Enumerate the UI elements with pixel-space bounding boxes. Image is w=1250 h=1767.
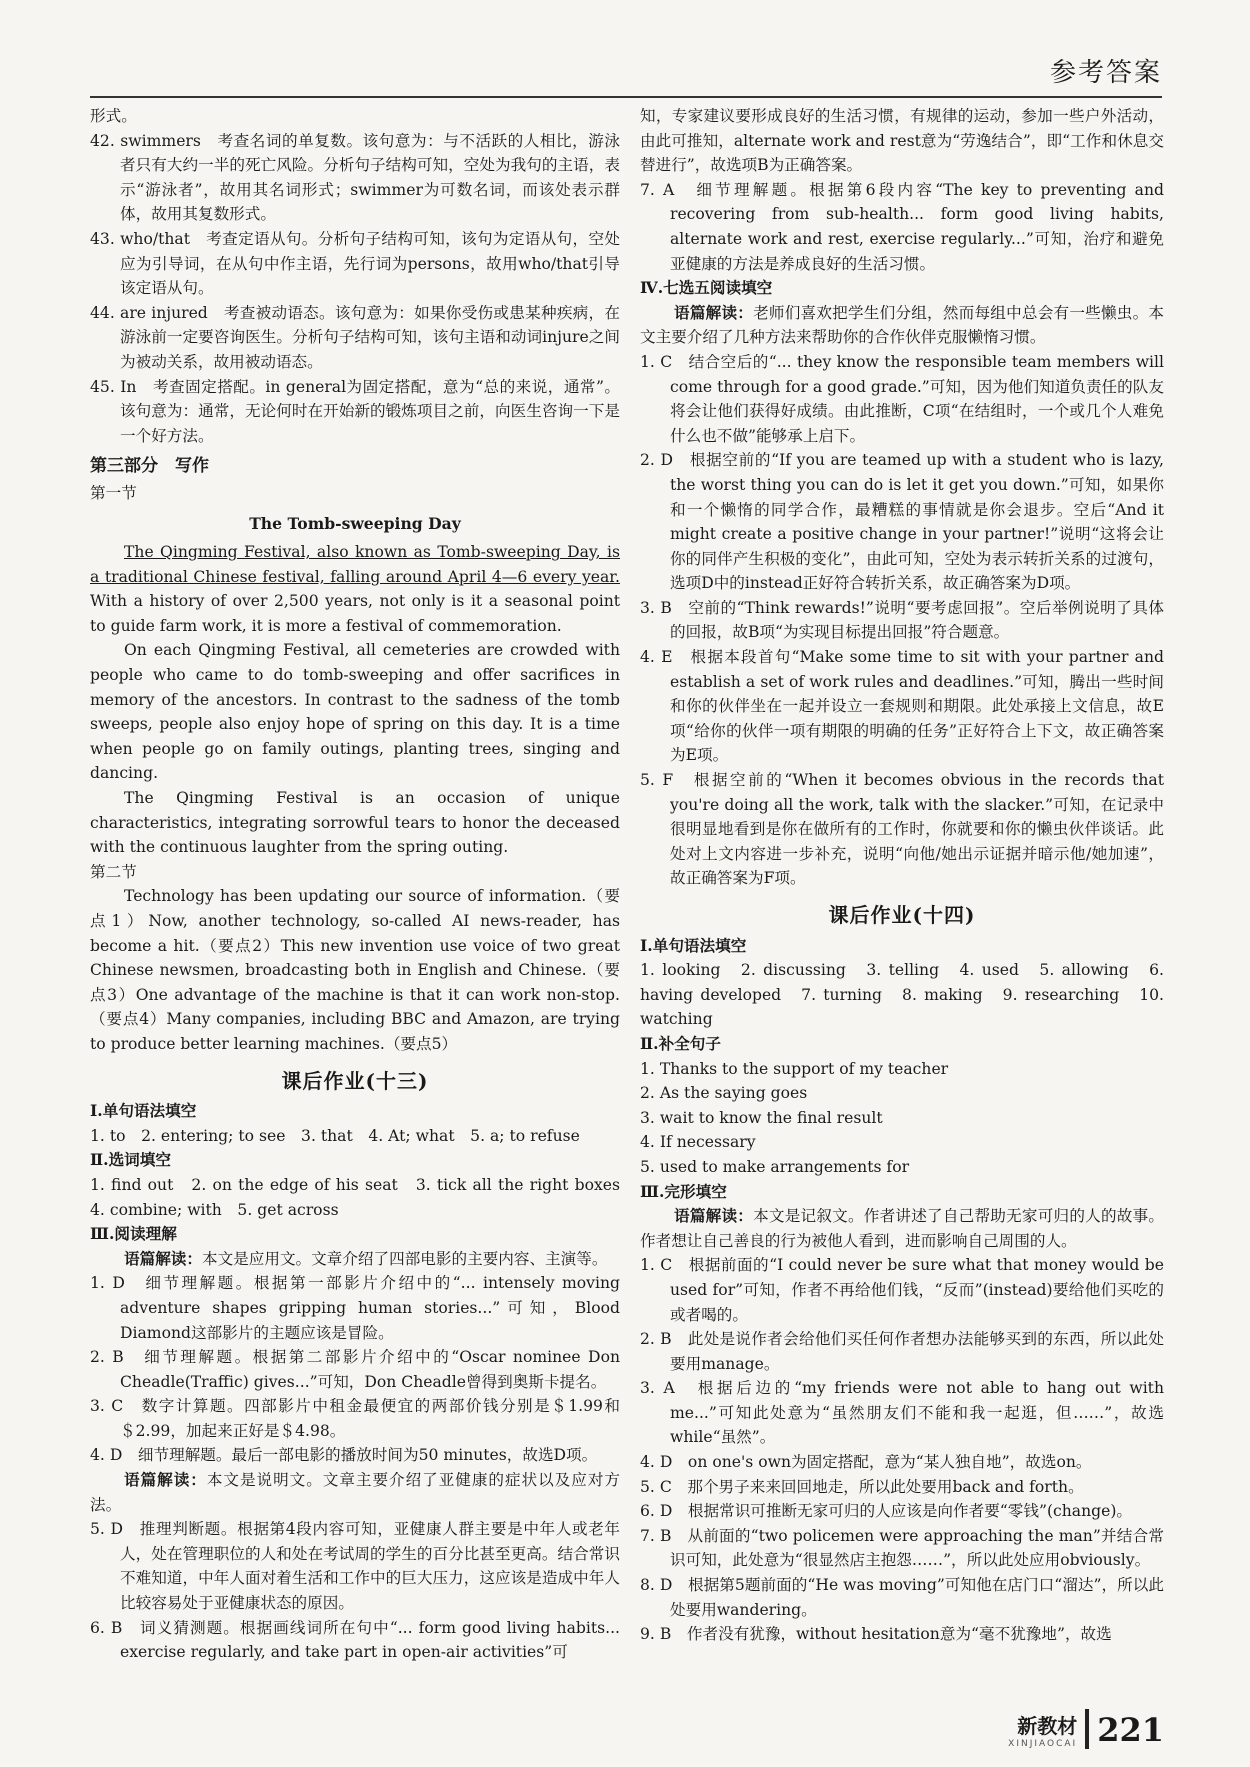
hw14-section1-answers: 1. looking 2. discussing 3. telling 4. used 5. allowing 6. having developed 7. turning 8. making 9. researching 10. watching [640,961,1164,1029]
answer-item: 5. C 那个男子来来回回地走，所以此处要用back and forth。 [640,1477,1084,1496]
header-rule [90,96,1162,98]
part3-title: 第三部分 写作 [90,456,209,477]
list-item: 5. used to make arrangements for [640,1157,910,1176]
intro-label: 语篇解读： [674,302,754,322]
section4-intro [640,301,1164,350]
answer-item: 6. D 根据常识可推断无家可归的人应该是向作者要“零钱”(change)。 [640,1502,1133,1521]
section2-label: 第二节 [90,862,137,881]
answer-item: 3. C 数字计算题。四部影片中租金最便宜的两部价钱分别是＄1.99和＄2.99，加起来正好是＄4.98。 [90,1397,620,1440]
intro-text: 本文是记叙文。作者讲述了自己帮助无家可归的人的故事。作者想让自己善良的行为被他人看到，进而影响自己周围的人。 [640,1207,1164,1250]
section1-label: 第一节 [90,483,137,502]
list-item: 4. If necessary [640,1133,756,1152]
hw13-section1: Ⅰ.单句语法填空 [90,1101,197,1121]
intro-label: 语篇解读： [124,1470,207,1490]
answer-item: 6. B 词义猜测题。根据画线词所在句中“... form good living habits... exercise regularly, and take part in open-air activities”可 [90,1618,620,1662]
brand-logo [1008,1710,1077,1749]
answer-item: 4. D on one's own为固定搭配，意为“某人独自地”，故选on。 [640,1453,1092,1472]
answer-item: 4. D 细节理解题。最后一部电影的播放时间为50 minutes，故选D项。 [90,1446,598,1465]
answer-item: 1. C 根据前面的“I could never be sure what that money would be used for”可知，作者不再给他们钱，“反而”(instead)要给他们买吃的或者喝的。 [640,1256,1164,1324]
homework13-title: 课后作业(十三) [281,1068,429,1093]
answer-item: 42. swimmers 考查名词的单复数。该句意为：与不活跃的人相比，游泳者只有大约一半的死亡风险。分析句子结构可知，空处为我句的主语，表示“游泳者”，故用其名词形式；swimmer为可数名词，而该处表示群体，故用其复数形式。 [90,131,620,224]
essay-underlined: The Qingming Festival, also known as Tomb-sweeping Day, is a traditional Chinese festival, falling around April 4—6 every year. [90,543,620,586]
header-title: 参考答案 [1049,58,1162,88]
answer-item: 5. F 根据空前的“When it becomes obvious in the records that you're doing all the work, talk with the slacker.”可知，在记录中很明显地看到是你在做所有的工作时，你就要和你的懒虫伙伴谈话。此处对上文内容进一步补充，说明“向他/她出示证据并暗示他/她加速”，故正确答案为F项。 [640,771,1164,888]
essay-p1-rest: With a history of over 2,500 years, not only is it a seasonal point to guide farm work, it is more a festival of commemoration. [90,592,620,635]
hw13-section2: Ⅱ.选词填空 [90,1150,171,1170]
section2-text: Technology has been updating our source of information.（要点1）Now, another technology, so-called AI news-reader, has become a hit.（要点2）This new invention use voice of two great Chinese newsmen, broadcasting both in English and Chinese.（要点3）One advantage of the machine is that it can work non-stop.（要点4）Many companies, including BBC and Amazon, are trying to produce better learning machines.（要点5） [90,887,620,1053]
answer-item: 3. B 空前的“Think rewards!”说明“要考虑回报”。空后举例说明了具体的回报，故B项“为实现目标提出回报”符合题意。 [640,598,1164,642]
text-line: 形式。 [90,107,137,125]
answer-item: 1. C 结合空后的“... they know the responsible team members will come through for a good grade.”可知，因为他们知道负责任的队友将会让他们获得好成绩。由此推断，C项“在结组时，一个或几个人难免什么也不做”能够承上启下。 [640,352,1164,445]
left-column [90,104,636,1665]
list-item: 1. Thanks to the support of my teacher [640,1059,949,1078]
hw13-section3: Ⅲ.阅读理解 [90,1224,177,1244]
hw13-reading-intro [90,1247,620,1272]
answer-item: 2. D 根据空前的“If you are teamed up with a student who is lazy, the worst thing you can do is let it get you down.”可知，如果你和一个懒惰的同学合作，最糟糕的事情就是你会退步。空后“And it might create a positive change in your partner!”说明“这将会让你的同伴产生积极的变化”，由此可知，空处为表示转折关系的过渡句，选项D中的instead正好符合转折关系，故正确答案为D项。 [640,451,1164,593]
answer-item: 2. B 细节理解题。根据第二部影片介绍中的“Oscar nominee Don Cheadle(Traffic) gives...”可知，Don Cheadle曾得到奥斯卡提名。 [90,1348,620,1391]
essay-paragraph-3: The Qingming Festival is an occasion of unique characteristics, integrating sorrowful tears to honor the deceased with the continuous laughter from the spring outing. [90,789,620,857]
essay-paragraph-2: On each Qingming Festival, all cemeteries are crowded with people who came to do tomb-sweeping and offer sacrifices in memory of the ancestors. In contrast to the sadness of the tomb sweeps, people also enjoy hope of spring on this day. It is a time when people go on family outings, planting trees, singing and dancing. [90,641,620,783]
answer-item: 43. who/that 考查定语从句。分析句子结构可知，该句为定语从句，空处应为引导词，在从句中作主语，先行词为persons，故用who/that引导该定语从句。 [90,229,620,298]
answer-item: 4. E 根据本段首句“Make some time to sit with your partner and establish a set of work rules and deadlines.”可知，腾出一些时间和你的伙伴坐在一起并设立一套规则和期限。此处承接上文信息，故E项“给你的伙伴一项有期限的明确的任务”正好符合上下文，故正确答案为E项。 [640,648,1164,765]
brand-pinyin: XINJIAOCAI [1008,1739,1078,1749]
text-line: 知，专家建议要形成良好的生活习惯，有规律的运动，参加一些户外活动，由此可推知，alternate work and rest意为“劳逸结合”，即“工作和休息交替进行”，故选项B为正确答案。 [640,107,1164,175]
intro-text: 老师们喜欢把学生们分组，然而每组中总会有一些懒虫。本文主要介绍了几种方法来帮助你的合作伙伴克服懒惰习惯。 [640,303,1164,347]
section4-title: Ⅳ.七选五阅读填空 [640,278,773,298]
answer-item: 3. A 根据后边的“my friends were not able to hang out with me...”可知此处意为“虽然朋友们不能和我一起逛，但……”，故选while“虽然”。 [640,1379,1164,1447]
list-item: 3. wait to know the final result [640,1108,883,1127]
essay-paragraph-1 [90,540,620,638]
intro-label: 语篇解读： [124,1248,202,1268]
essay-title: The Tomb-sweeping Day [249,513,461,533]
answer-item: 7. A 细节理解题。根据第6段内容“The key to preventing and recovering from sub-health... form good living habits, alternate work and rest, exercise regularly...”可知，治疗和避免亚健康的方法是养成良好的生活习惯。 [640,180,1164,273]
right-column [640,104,1164,1647]
homework14-title: 课后作业(十四) [828,903,976,927]
answer-item: 2. B 此处是说作者会给他们买任何作者想办法能够买到的东西，所以此处要用manage。 [640,1330,1164,1373]
page-footer [1008,1709,1164,1749]
footer-divider [1085,1709,1089,1749]
intro-text: 本文是说明文。文章主要介绍了亚健康的症状以及应对方法。 [90,1471,620,1514]
answer-item: 1. D 细节理解题。根据第一部影片介绍中的“... intensely moving adventure shapes gripping human stories...”可知，Blood Diamond这部影片的主题应该是冒险。 [90,1274,620,1342]
hw14-cloze-intro [640,1204,1164,1253]
hw14-section2: Ⅱ.补全句子 [640,1033,721,1053]
list-item: 2. As the saying goes [640,1084,808,1103]
hw13-section1-answers: 1. to 2. entering; to see 3. that 4. At; what 5. a; to refuse [90,1126,580,1145]
hw13-section2-answers: 1. find out 2. on the edge of his seat 3. tick all the right boxes 4. combine; with 5. get across [90,1175,636,1219]
page-number: 221 [1097,1711,1164,1749]
intro-text: 本文是应用文。文章介绍了四部电影的主要内容、主演等。 [201,1249,608,1268]
answer-item: 45. In 考查固定搭配。in general为固定搭配，意为“总的来说，通常”。该句意为：通常，无论何时在开始新的锻炼项目之前，向医生咨询一下是一个好方法。 [90,377,620,445]
answer-item: 5. D 推理判断题。根据第4段内容可知，亚健康人群主要是中年人或老年人，处在管理职位的人和处在考试周的学生的百分比甚至更高。结合常识不难知道，中年人面对着生活和工作中的巨大压力，这应该是造成中年人比较容易处于亚健康状态的原因。 [90,1520,620,1613]
answer-item: 9. B 作者没有犹豫，without hesitation意为“毫不犹豫地”，故选 [640,1625,1112,1644]
brand-name: 新教材 [1017,1714,1078,1738]
intro-label: 语篇解读： [674,1206,754,1226]
hw13-reading-intro-2 [90,1468,620,1517]
answer-item: 44. are injured 考查被动语态。该句意为：如果你受伤或患某种疾病，在游泳前一定要咨询医生。分析句子结构可知，该句主语和动词injure之间为被动关系，故用被动语态。 [90,303,620,371]
answer-item: 8. D 根据第5题前面的“He was moving”可知他在店门口“溜达”，所以此处要用wandering。 [640,1576,1164,1619]
hw14-section3: Ⅲ.完形填空 [640,1181,727,1201]
answer-item: 7. B 从前面的“two policemen were approaching the man”并结合常识可知，此处意为“很显然店主抱怨……”，所以此处应用obviously。 [640,1526,1164,1570]
hw14-section1: Ⅰ.单句语法填空 [640,935,747,955]
